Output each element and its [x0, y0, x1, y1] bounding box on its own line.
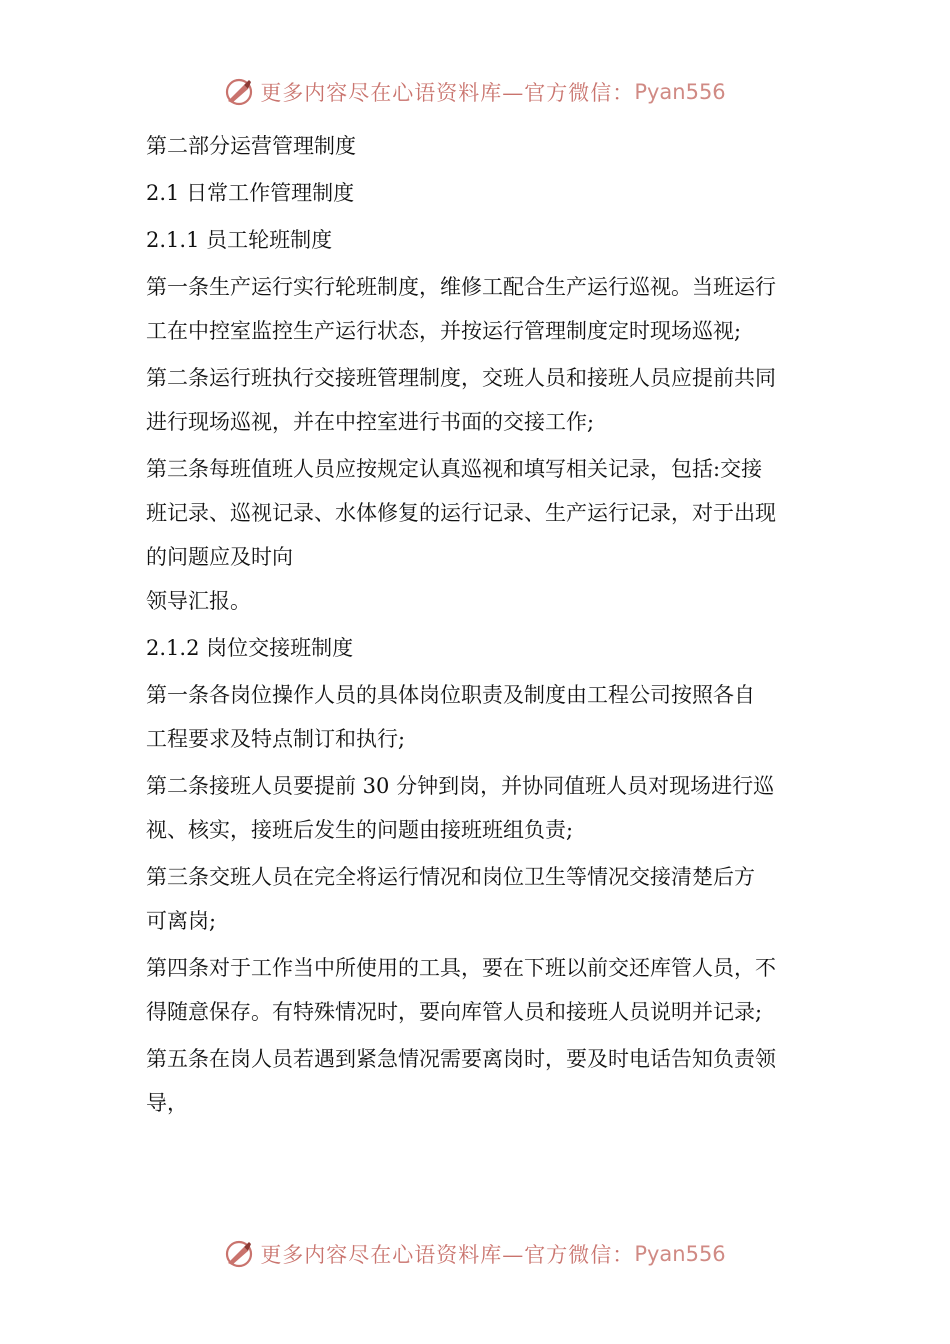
paragraph-line: 进行现场巡视，并在中控室进行书面的交接工作; [146, 410, 595, 434]
footer-watermark [0, 1234, 950, 1274]
paragraph-line: 第三条交班人员在完全将运行情况和岗位卫生等情况交接清楚后方 [146, 865, 755, 889]
section-title: 第二部分运营管理制度 [146, 134, 356, 158]
paragraph-line: 第五条在岗人员若遇到紧急情况需要离岗时，要及时电话告知负责领 [146, 1047, 776, 1071]
paragraph-line: 得随意保存。有特殊情况时，要向库管人员和接班人员说明并记录; [146, 1000, 763, 1024]
pen-logo-icon [224, 1239, 254, 1269]
paragraph-line: 导， [146, 1091, 188, 1115]
paragraph-line: 第一条生产运行实行轮班制度，维修工配合生产运行巡视。当班运行 [146, 275, 776, 299]
subsection-title: 2.1 日常工作管理制度 [146, 181, 355, 205]
subsubsection-title: 2.1.1 员工轮班制度 [146, 228, 333, 252]
paragraph-line: 第二条运行班执行交接班管理制度，交班人员和接班人员应提前共同 [146, 366, 776, 390]
watermark-account: Pyan556 [634, 80, 726, 104]
paragraph-line: 工程要求及特点制订和执行; [146, 727, 406, 751]
pen-logo-icon [224, 77, 254, 107]
paragraph-line: 可离岗; [146, 909, 217, 933]
paragraph-line: 第四条对于工作当中所使用的工具，要在下班以前交还库管人员，不 [146, 956, 776, 980]
paragraph-line: 的问题应及时向 [146, 545, 293, 569]
paragraph-line: 领导汇报。 [146, 589, 251, 613]
subsubsection-title: 2.1.2 岗位交接班制度 [146, 636, 354, 660]
paragraph-line: 班记录、巡视记录、水体修复的运行记录、生产运行记录，对于出现 [146, 501, 776, 525]
watermark-text: 更多内容尽在心语资料库—官方微信： [260, 81, 635, 105]
watermark-text: 更多内容尽在心语资料库—官方微信： [260, 1243, 635, 1267]
document-body [146, 124, 816, 1125]
paragraph-line: 第一条各岗位操作人员的具体岗位职责及制度由工程公司按照各自 [146, 683, 755, 707]
header-watermark [0, 72, 950, 112]
watermark-account: Pyan556 [634, 1242, 726, 1266]
paragraph-line: 工在中控室监控生产运行状态，并按运行管理制度定时现场巡视; [146, 319, 742, 343]
paragraph-line: 第二条接班人员要提前 30 分钟到岗，并协同值班人员对现场进行巡 [146, 774, 775, 798]
paragraph-line: 视、核实，接班后发生的问题由接班班组负责; [146, 818, 574, 842]
paragraph-line: 第三条每班值班人员应按规定认真巡视和填写相关记录，包括:交接 [146, 457, 763, 481]
